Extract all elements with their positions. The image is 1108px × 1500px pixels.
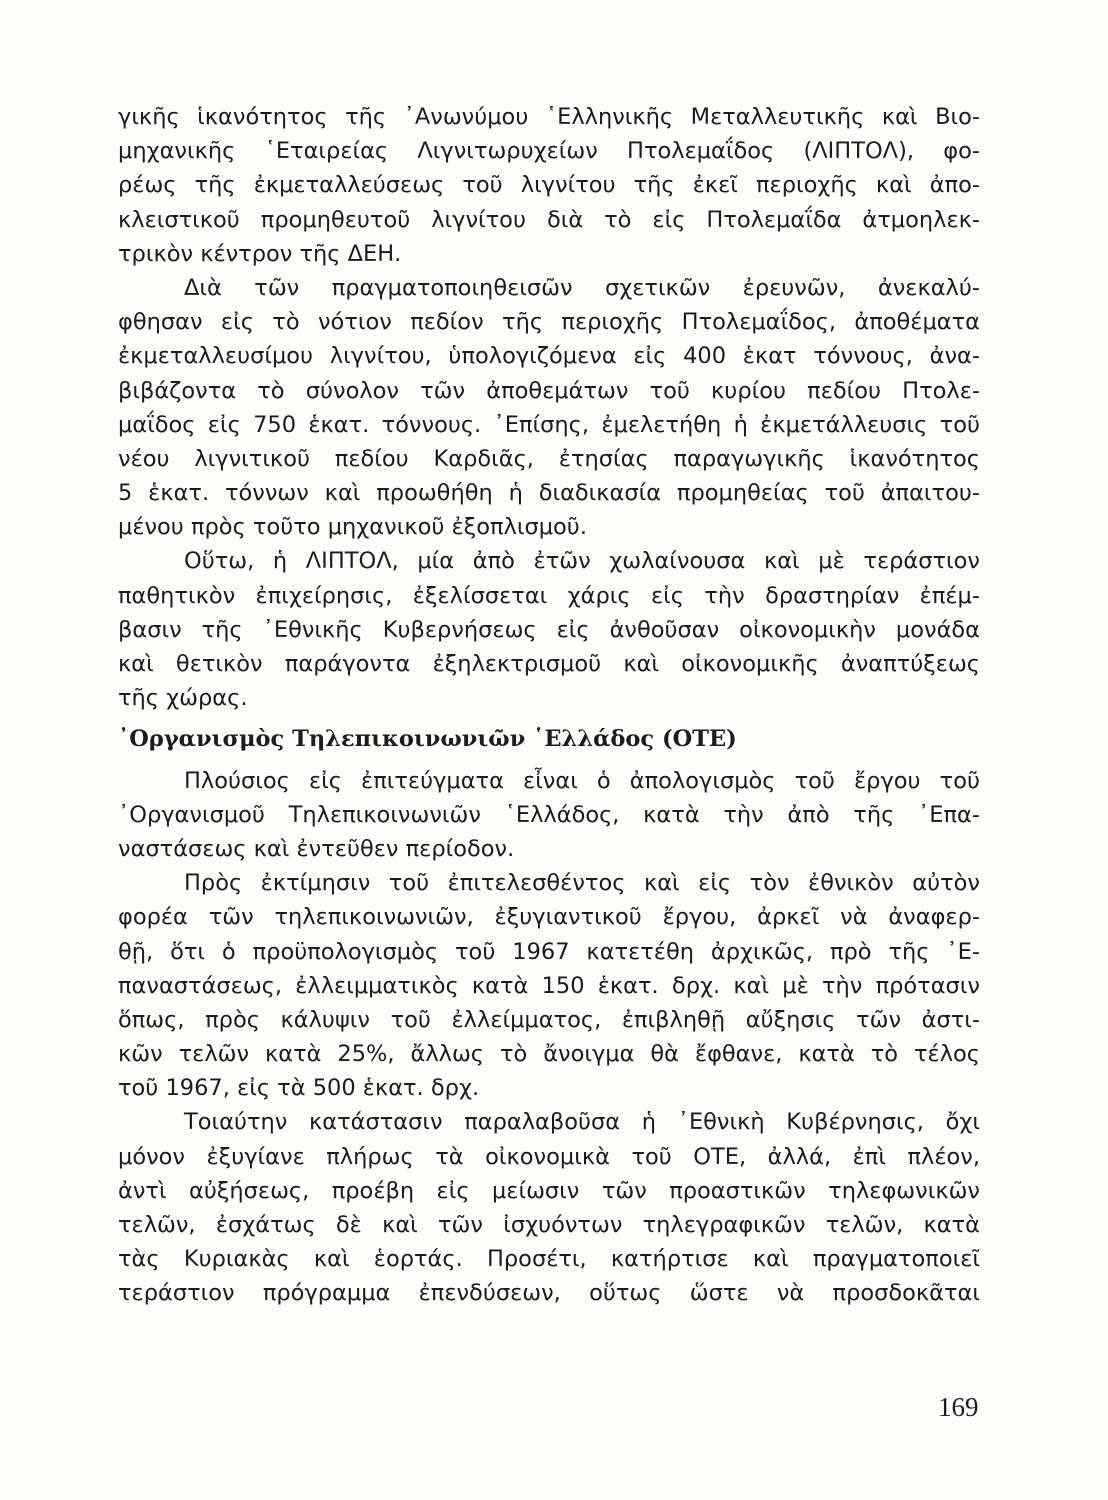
text-line: τῆς χώρας.: [118, 685, 248, 712]
text-line: μηχανικῆς ῾Εταιρείας Λιγνιτωρυχείων Πτολεμαΐδος (ΛΙΠΤΟΛ), φο-: [118, 138, 980, 165]
section-heading: ᾿Οργανισμὸς Τηλεπικοινωνιῶν ῾Ελλάδος (ΟΤΕ): [118, 726, 737, 753]
text-line: Πλούσιος εἰς ἐπιτεύγματα εἶναι ὁ ἀπολογισμὸς τοῦ ἔργου τοῦ: [184, 767, 980, 794]
text-line: τοῦ 1967, εἰς τὰ 500 ἑκατ. δρχ.: [118, 1075, 480, 1102]
paragraph: [118, 100, 980, 271]
text-line: τρικὸν κέντρον τῆς ΔΕΗ.: [118, 240, 402, 267]
text-line: ναστάσεως καὶ ἐντεῦθεν περίοδον.: [118, 835, 515, 862]
text-line: βιβάζοντα τὸ σύνολον τῶν ἀποθεμάτων τοῦ κυρίου πεδίου Πτολε-: [118, 377, 980, 404]
paragraph: [118, 764, 980, 867]
text-line: βασιν τῆς ᾿Εθνικῆς Κυβερνήσεως εἰς ἀνθοῦσαν οἰκονομικὴν μονάδα: [118, 616, 980, 643]
text-line: Τοιαύτην κατάστασιν παραλαβοῦσα ἡ ᾿Εθνικὴ Κυβέρνησις, ὄχι: [184, 1109, 980, 1136]
text-line: τεράστιον πρόγραμμα ἐπενδύσεων, οὕτως ὥστε νὰ προσδοκᾶται: [118, 1280, 980, 1307]
text-line: Διὰ τῶν πραγματοποιηθεισῶν σχετικῶν ἐρευνῶν, ἀνεκαλύ-: [184, 274, 980, 301]
text-line: κῶν τελῶν κατὰ 25%, ἄλλως τὸ ἄνοιγμα θὰ ἔφθανε, κατὰ τὸ τέλος: [118, 1041, 980, 1068]
page-number: 169: [938, 1392, 979, 1422]
text-line: νέου λιγνιτικοῦ πεδίου Καρδιᾶς, ἐτησίας παραγωγικῆς ἱκανότητος: [118, 445, 980, 472]
text-line: Οὕτω, ἡ ΛΙΠΤΟΛ, μία ἀπὸ ἐτῶν χωλαίνουσα καὶ μὲ τεράστιον: [184, 548, 980, 575]
text-line: ᾿Οργανισμοῦ Τηλεπικοινωνιῶν ῾Ελλάδος, κατὰ τὴν ἀπὸ τῆς ᾿Επα-: [118, 801, 980, 828]
text-line: μένου πρὸς τοῦτο μηχανικοῦ ἐξοπλισμοῦ.: [118, 514, 587, 541]
text-line: φθησαν εἰς τὸ νότιον πεδίον τῆς περιοχῆς Πτολεμαΐδος, ἀποθέματα: [118, 309, 980, 336]
paragraph: [118, 544, 980, 715]
text-line: μόνον ἐξυγίανε πλήρως τὰ οἰκονομικὰ τοῦ ΟΤΕ, ἀλλά, ἐπὶ πλέον,: [118, 1143, 980, 1170]
text-line: μαΐδος εἰς 750 ἑκατ. τόννους. ᾿Επίσης, ἐμελετήθη ἡ ἐκμετάλλευσις τοῦ: [118, 411, 980, 438]
paragraph: [118, 271, 980, 545]
text-line: 5 ἑκατ. τόννων καὶ προωθήθη ἡ διαδικασία προμηθείας τοῦ ἀπαιτου-: [118, 480, 980, 507]
text-line: ἐκμεταλλευσίμου λιγνίτου, ὑπολογιζόμενα εἰς 400 ἑκατ τόννους, ἀνα-: [118, 343, 980, 370]
text-line: ὅπως, πρὸς κάλυψιν τοῦ ἐλλείμματος, ἐπιβληθῇ αὔξησις τῶν ἀστι-: [118, 1006, 980, 1033]
text-line: Πρὸς ἐκτίμησιν τοῦ ἐπιτελεσθέντος καὶ εἰς τὸν ἐθνικὸν αὐτὸν: [184, 870, 980, 897]
paragraph: [118, 866, 980, 1105]
text-line: παθητικὸν ἐπιχείρησις, ἐξελίσσεται χάρις εἰς τὴν δραστηρίαν ἐπέμ-: [118, 582, 980, 609]
text-line: γικῆς ἱκανότητος τῆς ᾿Ανωνύμου ῾Ελληνικῆς Μεταλλευτικῆς καὶ Βιο-: [118, 104, 980, 130]
text-line: κλειστικοῦ προμηθευτοῦ λιγνίτου διὰ τὸ εἰς Πτολεμαΐδα ἀτμοηλεκ-: [118, 206, 980, 233]
text-line: φορέα τῶν τηλεπικοινωνιῶν, ἐξυγιαντικοῦ ἔργου, ἀρκεῖ νὰ ἀναφερ-: [118, 904, 980, 931]
paragraph: [118, 1105, 980, 1310]
text-line: παναστάσεως, ἐλλειμματικὸς κατὰ 150 ἑκατ. δρχ. καὶ μὲ τὴν πρότασιν: [118, 972, 980, 999]
text-line: ρέως τῆς ἐκμεταλλεύσεως τοῦ λιγνίτου τῆς ἐκεῖ περιοχῆς καὶ ἀπο-: [118, 172, 980, 199]
page-text: [118, 100, 980, 1311]
text-line: τελῶν, ἐσχάτως δὲ καὶ τῶν ἰσχυόντων τηλεγραφικῶν τελῶν, κατὰ: [118, 1212, 980, 1238]
text-line: θῇ, ὅτι ὁ προϋπολογισμὸς τοῦ 1967 κατετέθη ἀρχικῶς, πρὸ τῆς ᾿Ε-: [118, 938, 980, 965]
text-line: ἀντὶ αὐξήσεως, προέβη εἰς μείωσιν τῶν προαστικῶν τηλεφωνικῶν: [118, 1177, 980, 1204]
text-line: καὶ θετικὸν παράγοντα ἐξηλεκτρισμοῦ καὶ οἰκονομικῆς ἀναπτύξεως: [118, 651, 980, 677]
text-line: τὰς Κυριακὰς καὶ ἑορτάς. Προσέτι, κατήρτισε καὶ πραγματοποιεῖ: [118, 1246, 980, 1273]
